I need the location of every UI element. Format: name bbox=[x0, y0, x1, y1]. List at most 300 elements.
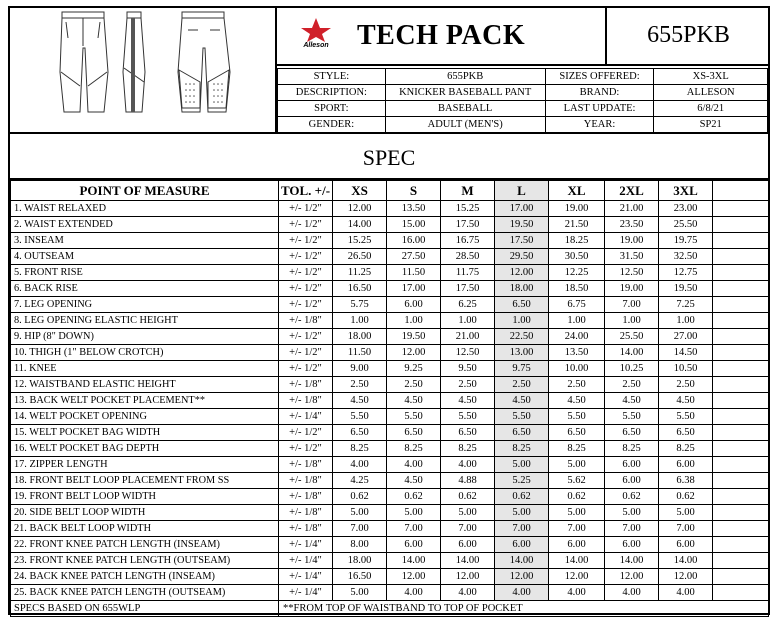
size-value-cell: 8.25 bbox=[441, 441, 495, 457]
blank-cell bbox=[713, 569, 769, 585]
header bbox=[10, 8, 768, 134]
size-value-cell: 5.50 bbox=[387, 409, 441, 425]
size-value-cell: 19.50 bbox=[659, 281, 713, 297]
size-value-cell: 14.00 bbox=[549, 553, 605, 569]
info-value: ADULT (MEN'S) bbox=[385, 117, 545, 133]
pant-sketch-image bbox=[10, 8, 275, 132]
table-row bbox=[11, 441, 769, 457]
size-value-cell: 5.00 bbox=[387, 505, 441, 521]
size-value-cell: 7.00 bbox=[605, 521, 659, 537]
size-value-cell: 4.50 bbox=[495, 393, 549, 409]
info-value: XS-3XL bbox=[654, 69, 768, 85]
size-value-cell: 7.00 bbox=[495, 521, 549, 537]
info-label: GENDER: bbox=[278, 117, 386, 133]
size-value-cell: 7.00 bbox=[387, 521, 441, 537]
size-value-cell: 12.00 bbox=[387, 345, 441, 361]
table-row bbox=[11, 553, 769, 569]
size-value-cell: 5.00 bbox=[549, 457, 605, 473]
size-value-cell: 8.00 bbox=[333, 537, 387, 553]
size-value-cell: 15.25 bbox=[441, 201, 495, 217]
spec-title-row bbox=[10, 134, 768, 180]
size-value-cell: 7.00 bbox=[549, 521, 605, 537]
tolerance-cell: +/- 1/8" bbox=[279, 393, 333, 409]
size-value-cell: 22.50 bbox=[495, 329, 549, 345]
size-value-cell: 2.50 bbox=[549, 377, 605, 393]
tolerance-cell: +/- 1/8" bbox=[279, 489, 333, 505]
size-value-cell: 10.25 bbox=[605, 361, 659, 377]
table-row bbox=[11, 377, 769, 393]
blank-cell bbox=[713, 393, 769, 409]
tolerance-cell: +/- 1/2" bbox=[279, 201, 333, 217]
table-row bbox=[11, 297, 769, 313]
blank-cell bbox=[713, 201, 769, 217]
size-value-cell: 8.25 bbox=[495, 441, 549, 457]
measure-name: 25. BACK KNEE PATCH LENGTH (OUTSEAM) bbox=[11, 585, 279, 601]
size-value-cell: 10.50 bbox=[659, 361, 713, 377]
size-value-cell: 4.50 bbox=[387, 393, 441, 409]
size-value-cell: 4.00 bbox=[549, 585, 605, 601]
table-row bbox=[11, 425, 769, 441]
size-value-cell: 18.50 bbox=[549, 281, 605, 297]
size-value-cell: 24.00 bbox=[549, 329, 605, 345]
tolerance-cell: +/- 1/2" bbox=[279, 217, 333, 233]
size-value-cell: 13.50 bbox=[387, 201, 441, 217]
table-row bbox=[11, 393, 769, 409]
size-value-cell: 12.00 bbox=[441, 569, 495, 585]
measure-name: 24. BACK KNEE PATCH LENGTH (INSEAM) bbox=[11, 569, 279, 585]
tolerance-cell: +/- 1/4" bbox=[279, 569, 333, 585]
column-header-size: XS bbox=[333, 181, 387, 201]
size-value-cell: 29.50 bbox=[495, 249, 549, 265]
size-value-cell: 8.25 bbox=[605, 441, 659, 457]
size-value-cell: 6.75 bbox=[549, 297, 605, 313]
size-value-cell: 6.00 bbox=[659, 457, 713, 473]
size-value-cell: 5.00 bbox=[495, 457, 549, 473]
blank-cell bbox=[713, 297, 769, 313]
tolerance-cell: +/- 1/2" bbox=[279, 345, 333, 361]
blank-cell bbox=[713, 313, 769, 329]
garment-sketches bbox=[10, 8, 277, 132]
table-row bbox=[11, 505, 769, 521]
size-value-cell: 12.00 bbox=[495, 265, 549, 281]
measure-name: 9. HIP (8" DOWN) bbox=[11, 329, 279, 345]
size-value-cell: 9.75 bbox=[495, 361, 549, 377]
measure-name: 19. FRONT BELT LOOP WIDTH bbox=[11, 489, 279, 505]
size-value-cell: 21.50 bbox=[549, 217, 605, 233]
tolerance-cell: +/- 1/2" bbox=[279, 233, 333, 249]
info-label: SIZES OFFERED: bbox=[545, 69, 654, 85]
table-row bbox=[11, 233, 769, 249]
size-value-cell: 2.50 bbox=[441, 377, 495, 393]
size-value-cell: 4.00 bbox=[387, 457, 441, 473]
size-value-cell: 6.50 bbox=[605, 425, 659, 441]
size-value-cell: 6.50 bbox=[495, 425, 549, 441]
size-value-cell: 17.50 bbox=[441, 217, 495, 233]
table-row bbox=[11, 457, 769, 473]
tolerance-cell: +/- 1/4" bbox=[279, 585, 333, 601]
blank-cell bbox=[713, 233, 769, 249]
size-value-cell: 23.00 bbox=[659, 201, 713, 217]
tolerance-cell: +/- 1/8" bbox=[279, 473, 333, 489]
measure-name: 12. WAISTBAND ELASTIC HEIGHT bbox=[11, 377, 279, 393]
info-label: STYLE: bbox=[278, 69, 386, 85]
size-value-cell: 1.00 bbox=[441, 313, 495, 329]
measure-name: 4. OUTSEAM bbox=[11, 249, 279, 265]
size-value-cell: 5.50 bbox=[549, 409, 605, 425]
style-code-box bbox=[605, 8, 768, 66]
size-value-cell: 16.50 bbox=[333, 569, 387, 585]
footer-pocket-note: **FROM TOP OF WAISTBAND TO TOP OF POCKET bbox=[279, 601, 769, 617]
size-value-cell: 16.75 bbox=[441, 233, 495, 249]
measure-name: 11. KNEE bbox=[11, 361, 279, 377]
size-value-cell: 6.00 bbox=[387, 297, 441, 313]
size-value-cell: 21.00 bbox=[605, 201, 659, 217]
size-value-cell: 26.50 bbox=[333, 249, 387, 265]
table-row bbox=[11, 409, 769, 425]
info-label: LAST UPDATE: bbox=[545, 101, 654, 117]
tolerance-cell: +/- 1/2" bbox=[279, 297, 333, 313]
size-value-cell: 12.50 bbox=[441, 345, 495, 361]
size-value-cell: 7.25 bbox=[659, 297, 713, 313]
size-value-cell: 18.25 bbox=[549, 233, 605, 249]
size-value-cell: 19.00 bbox=[605, 281, 659, 297]
size-value-cell: 4.25 bbox=[333, 473, 387, 489]
tolerance-cell: +/- 1/2" bbox=[279, 361, 333, 377]
size-value-cell: 8.25 bbox=[659, 441, 713, 457]
blank-cell bbox=[713, 361, 769, 377]
table-row bbox=[11, 313, 769, 329]
info-row bbox=[278, 117, 768, 133]
measure-name: 5. FRONT RISE bbox=[11, 265, 279, 281]
measure-name: 20. SIDE BELT LOOP WIDTH bbox=[11, 505, 279, 521]
measure-name: 1. WAIST RELAXED bbox=[11, 201, 279, 217]
table-row bbox=[11, 361, 769, 377]
size-value-cell: 6.00 bbox=[549, 537, 605, 553]
size-value-cell: 2.50 bbox=[495, 377, 549, 393]
blank-cell bbox=[713, 521, 769, 537]
size-value-cell: 17.50 bbox=[441, 281, 495, 297]
tolerance-cell: +/- 1/2" bbox=[279, 441, 333, 457]
size-value-cell: 12.00 bbox=[605, 569, 659, 585]
page-title: TECH PACK bbox=[357, 20, 526, 51]
size-value-cell: 6.50 bbox=[549, 425, 605, 441]
size-value-cell: 28.50 bbox=[441, 249, 495, 265]
size-value-cell: 4.50 bbox=[333, 393, 387, 409]
blank-cell bbox=[713, 585, 769, 601]
size-value-cell: 5.00 bbox=[605, 505, 659, 521]
size-value-cell: 5.50 bbox=[495, 409, 549, 425]
tolerance-cell: +/- 1/8" bbox=[279, 505, 333, 521]
measure-name: 16. WELT POCKET BAG DEPTH bbox=[11, 441, 279, 457]
column-header-size: 2XL bbox=[605, 181, 659, 201]
size-value-cell: 0.62 bbox=[549, 489, 605, 505]
table-row bbox=[11, 217, 769, 233]
size-value-cell: 0.62 bbox=[605, 489, 659, 505]
size-value-cell: 0.62 bbox=[387, 489, 441, 505]
size-value-cell: 5.50 bbox=[659, 409, 713, 425]
blank-cell bbox=[713, 457, 769, 473]
size-value-cell: 1.00 bbox=[549, 313, 605, 329]
size-value-cell: 31.50 bbox=[605, 249, 659, 265]
table-row bbox=[11, 585, 769, 601]
size-value-cell: 27.50 bbox=[387, 249, 441, 265]
measure-name: 6. BACK RISE bbox=[11, 281, 279, 297]
blank-cell bbox=[713, 537, 769, 553]
info-label: SPORT: bbox=[278, 101, 386, 117]
size-value-cell: 6.00 bbox=[495, 537, 549, 553]
size-value-cell: 14.00 bbox=[333, 217, 387, 233]
size-value-cell: 11.50 bbox=[333, 345, 387, 361]
size-value-cell: 5.00 bbox=[549, 505, 605, 521]
size-value-cell: 5.00 bbox=[495, 505, 549, 521]
measure-name: 10. THIGH (1" BELOW CROTCH) bbox=[11, 345, 279, 361]
spec-header-row bbox=[11, 181, 769, 201]
info-row bbox=[278, 69, 768, 85]
info-value: 6/8/21 bbox=[654, 101, 768, 117]
size-value-cell: 14.00 bbox=[605, 553, 659, 569]
size-value-cell: 4.00 bbox=[441, 457, 495, 473]
measure-name: 8. LEG OPENING ELASTIC HEIGHT bbox=[11, 313, 279, 329]
measure-name: 13. BACK WELT POCKET PLACEMENT** bbox=[11, 393, 279, 409]
size-value-cell: 8.25 bbox=[549, 441, 605, 457]
logo-text: Alleson bbox=[303, 42, 329, 49]
size-value-cell: 17.00 bbox=[495, 201, 549, 217]
size-value-cell: 32.50 bbox=[659, 249, 713, 265]
size-value-cell: 2.50 bbox=[659, 377, 713, 393]
size-value-cell: 7.00 bbox=[605, 297, 659, 313]
size-value-cell: 12.00 bbox=[549, 569, 605, 585]
tech-pack-sheet bbox=[8, 6, 770, 615]
size-value-cell: 14.00 bbox=[495, 553, 549, 569]
size-value-cell: 11.75 bbox=[441, 265, 495, 281]
table-row bbox=[11, 537, 769, 553]
table-row bbox=[11, 345, 769, 361]
size-value-cell: 6.00 bbox=[605, 537, 659, 553]
blank-cell bbox=[713, 281, 769, 297]
tolerance-cell: +/- 1/2" bbox=[279, 329, 333, 345]
tolerance-cell: +/- 1/8" bbox=[279, 377, 333, 393]
size-value-cell: 14.00 bbox=[605, 345, 659, 361]
size-value-cell: 5.00 bbox=[441, 505, 495, 521]
table-row bbox=[11, 569, 769, 585]
size-value-cell: 25.50 bbox=[605, 329, 659, 345]
info-value: 655PKB bbox=[385, 69, 545, 85]
column-header-size: S bbox=[387, 181, 441, 201]
size-value-cell: 16.00 bbox=[387, 233, 441, 249]
size-value-cell: 30.50 bbox=[549, 249, 605, 265]
table-row bbox=[11, 329, 769, 345]
size-value-cell: 0.62 bbox=[659, 489, 713, 505]
size-value-cell: 12.25 bbox=[549, 265, 605, 281]
size-value-cell: 6.50 bbox=[495, 297, 549, 313]
size-value-cell: 7.00 bbox=[659, 521, 713, 537]
size-value-cell: 4.88 bbox=[441, 473, 495, 489]
size-value-cell: 17.00 bbox=[387, 281, 441, 297]
size-value-cell: 0.62 bbox=[333, 489, 387, 505]
tolerance-cell: +/- 1/4" bbox=[279, 409, 333, 425]
measure-name: 23. FRONT KNEE PATCH LENGTH (OUTSEAM) bbox=[11, 553, 279, 569]
size-value-cell: 18.00 bbox=[333, 329, 387, 345]
size-value-cell: 19.50 bbox=[495, 217, 549, 233]
column-header-tol: TOL. +/- bbox=[279, 181, 333, 201]
size-value-cell: 8.25 bbox=[333, 441, 387, 457]
tolerance-cell: +/- 1/2" bbox=[279, 249, 333, 265]
info-label: DESCRIPTION: bbox=[278, 85, 386, 101]
size-value-cell: 17.50 bbox=[495, 233, 549, 249]
size-value-cell: 15.00 bbox=[387, 217, 441, 233]
style-info-table bbox=[277, 68, 768, 133]
size-value-cell: 12.00 bbox=[495, 569, 549, 585]
size-value-cell: 5.00 bbox=[659, 505, 713, 521]
blank-cell bbox=[713, 265, 769, 281]
size-value-cell: 6.00 bbox=[605, 457, 659, 473]
info-value: BASEBALL bbox=[385, 101, 545, 117]
measure-name: 15. WELT POCKET BAG WIDTH bbox=[11, 425, 279, 441]
tolerance-cell: +/- 1/8" bbox=[279, 313, 333, 329]
size-value-cell: 5.50 bbox=[605, 409, 659, 425]
size-value-cell: 6.00 bbox=[659, 537, 713, 553]
size-value-cell: 6.00 bbox=[387, 537, 441, 553]
table-row bbox=[11, 473, 769, 489]
size-value-cell: 14.50 bbox=[659, 345, 713, 361]
size-value-cell: 4.00 bbox=[441, 585, 495, 601]
size-value-cell: 18.00 bbox=[333, 553, 387, 569]
tolerance-cell: +/- 1/8" bbox=[279, 521, 333, 537]
size-value-cell: 13.00 bbox=[495, 345, 549, 361]
blank-cell bbox=[713, 553, 769, 569]
blank-cell bbox=[713, 329, 769, 345]
size-value-cell: 12.00 bbox=[333, 201, 387, 217]
size-value-cell: 12.00 bbox=[659, 569, 713, 585]
size-value-cell: 6.50 bbox=[441, 425, 495, 441]
blank-cell bbox=[713, 345, 769, 361]
size-value-cell: 25.50 bbox=[659, 217, 713, 233]
size-value-cell: 14.00 bbox=[659, 553, 713, 569]
size-value-cell: 1.00 bbox=[605, 313, 659, 329]
size-value-cell: 2.50 bbox=[605, 377, 659, 393]
tolerance-cell: +/- 1/2" bbox=[279, 425, 333, 441]
size-value-cell: 6.50 bbox=[387, 425, 441, 441]
tolerance-cell: +/- 1/4" bbox=[279, 553, 333, 569]
tolerance-cell: +/- 1/2" bbox=[279, 281, 333, 297]
size-value-cell: 4.00 bbox=[659, 585, 713, 601]
column-header-blank bbox=[713, 181, 769, 201]
size-value-cell: 4.50 bbox=[441, 393, 495, 409]
size-value-cell: 14.00 bbox=[441, 553, 495, 569]
column-header-size: 3XL bbox=[659, 181, 713, 201]
size-value-cell: 21.00 bbox=[441, 329, 495, 345]
footer-base-note: SPECS BASED ON 655WLP bbox=[11, 601, 279, 617]
column-header-size: L bbox=[495, 181, 549, 201]
blank-cell bbox=[713, 505, 769, 521]
size-value-cell: 11.50 bbox=[387, 265, 441, 281]
table-row bbox=[11, 489, 769, 505]
size-value-cell: 1.00 bbox=[387, 313, 441, 329]
size-value-cell: 5.50 bbox=[441, 409, 495, 425]
blank-cell bbox=[713, 473, 769, 489]
size-value-cell: 6.38 bbox=[659, 473, 713, 489]
size-value-cell: 19.75 bbox=[659, 233, 713, 249]
measure-name: 18. FRONT BELT LOOP PLACEMENT FROM SS bbox=[11, 473, 279, 489]
size-value-cell: 18.00 bbox=[495, 281, 549, 297]
size-value-cell: 19.00 bbox=[549, 201, 605, 217]
spec-title: SPEC bbox=[362, 145, 416, 170]
size-value-cell: 12.00 bbox=[387, 569, 441, 585]
size-value-cell: 15.25 bbox=[333, 233, 387, 249]
size-value-cell: 8.25 bbox=[387, 441, 441, 457]
size-value-cell: 0.62 bbox=[441, 489, 495, 505]
size-value-cell: 1.00 bbox=[495, 313, 549, 329]
size-value-cell: 6.50 bbox=[659, 425, 713, 441]
blank-cell bbox=[713, 377, 769, 393]
size-value-cell: 2.50 bbox=[333, 377, 387, 393]
size-value-cell: 5.75 bbox=[333, 297, 387, 313]
size-value-cell: 1.00 bbox=[659, 313, 713, 329]
blank-cell bbox=[713, 409, 769, 425]
measure-name: 14. WELT POCKET OPENING bbox=[11, 409, 279, 425]
info-value: KNICKER BASEBALL PANT bbox=[385, 85, 545, 101]
tolerance-cell: +/- 1/8" bbox=[279, 457, 333, 473]
blank-cell bbox=[713, 441, 769, 457]
table-row bbox=[11, 281, 769, 297]
size-value-cell: 11.25 bbox=[333, 265, 387, 281]
size-value-cell: 2.50 bbox=[387, 377, 441, 393]
size-value-cell: 5.25 bbox=[495, 473, 549, 489]
size-value-cell: 5.62 bbox=[549, 473, 605, 489]
size-value-cell: 4.00 bbox=[605, 585, 659, 601]
measure-name: 21. BACK BELT LOOP WIDTH bbox=[11, 521, 279, 537]
size-value-cell: 7.00 bbox=[333, 521, 387, 537]
info-label: YEAR: bbox=[545, 117, 654, 133]
size-value-cell: 19.00 bbox=[605, 233, 659, 249]
alleson-logo bbox=[291, 16, 341, 56]
size-value-cell: 9.00 bbox=[333, 361, 387, 377]
size-value-cell: 5.50 bbox=[333, 409, 387, 425]
size-value-cell: 23.50 bbox=[605, 217, 659, 233]
blank-cell bbox=[713, 217, 769, 233]
size-value-cell: 6.25 bbox=[441, 297, 495, 313]
info-value: SP21 bbox=[654, 117, 768, 133]
table-row bbox=[11, 249, 769, 265]
size-value-cell: 4.00 bbox=[387, 585, 441, 601]
measure-name: 17. ZIPPER LENGTH bbox=[11, 457, 279, 473]
size-value-cell: 14.00 bbox=[387, 553, 441, 569]
title-row bbox=[277, 8, 768, 66]
info-value: ALLESON bbox=[654, 85, 768, 101]
size-value-cell: 4.50 bbox=[659, 393, 713, 409]
size-value-cell: 12.50 bbox=[605, 265, 659, 281]
measure-name: 2. WAIST EXTENDED bbox=[11, 217, 279, 233]
size-value-cell: 6.00 bbox=[605, 473, 659, 489]
footer-row bbox=[11, 601, 769, 617]
table-row bbox=[11, 521, 769, 537]
tolerance-cell: +/- 1/4" bbox=[279, 537, 333, 553]
spec-table bbox=[10, 180, 769, 617]
size-value-cell: 13.50 bbox=[549, 345, 605, 361]
blank-cell bbox=[713, 249, 769, 265]
size-value-cell: 9.25 bbox=[387, 361, 441, 377]
size-value-cell: 4.00 bbox=[495, 585, 549, 601]
measure-name: 22. FRONT KNEE PATCH LENGTH (INSEAM) bbox=[11, 537, 279, 553]
column-header-size: XL bbox=[549, 181, 605, 201]
size-value-cell: 4.00 bbox=[333, 457, 387, 473]
size-value-cell: 4.50 bbox=[387, 473, 441, 489]
size-value-cell: 16.50 bbox=[333, 281, 387, 297]
column-header-size: M bbox=[441, 181, 495, 201]
info-row bbox=[278, 101, 768, 117]
size-value-cell: 9.50 bbox=[441, 361, 495, 377]
star-logo-icon bbox=[291, 16, 341, 42]
